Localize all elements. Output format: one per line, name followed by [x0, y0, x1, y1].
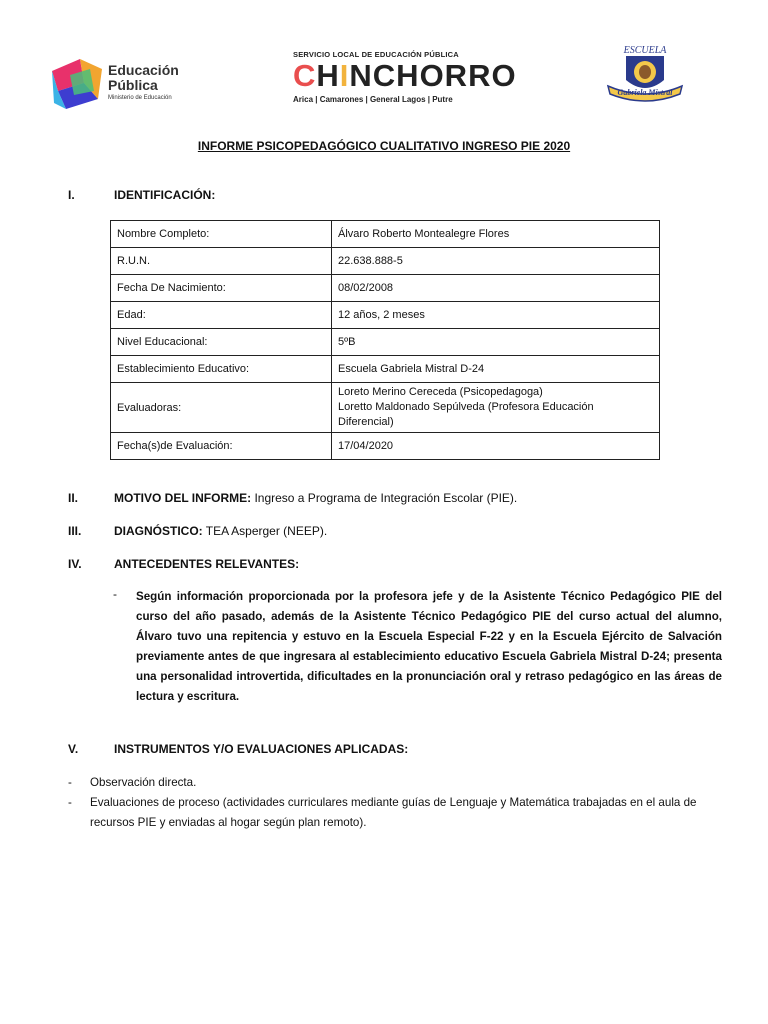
row-value: 5ºB [332, 329, 660, 356]
bullet-dash: - [68, 776, 72, 789]
section-heading: MOTIVO DEL INFORME: [114, 491, 252, 505]
table-row [111, 383, 660, 433]
list-item-text: Evaluaciones de proceso (actividades curriculares mediante guías de Lenguaje y Matemática trabajadas en el aula de recursos PIE y enviadas al hogar según plan remoto). [90, 796, 697, 829]
educacion-publica-logo [50, 55, 200, 113]
table-row [111, 302, 660, 329]
row-value: 17/04/2020 [332, 433, 660, 460]
instrumentos-list [68, 773, 718, 833]
section-text: Ingreso a Programa de Integración Escolar (PIE). [251, 491, 518, 505]
section-number: II. [68, 491, 79, 505]
ep-logo-line1: Educación [108, 62, 179, 78]
row-value: Álvaro Roberto Montealegre Flores [332, 221, 660, 248]
evaluator-line: Loretto Maldonado Sepúlveda (Profesora Educación [338, 401, 594, 413]
evaluator-line: Loreto Merino Cereceda (Psicopedagoga) [338, 386, 543, 398]
row-label: Fecha De Nacimiento: [111, 275, 332, 302]
section-number: I. [68, 188, 75, 202]
school-seal-band-text: Gabriela Mistral [617, 88, 673, 97]
chinchorro-communes: Arica | Camarones | General Lagos | Putre [293, 95, 453, 104]
row-label: Edad: [111, 302, 332, 329]
row-label: Fecha(s)de Evaluación: [111, 433, 332, 460]
row-value [332, 383, 660, 433]
evaluator-line: Diferencial) [338, 416, 394, 428]
identification-table [110, 220, 660, 460]
section-number: IV. [68, 557, 82, 571]
section-heading: IDENTIFICACIÓN: [114, 188, 216, 202]
table-row [111, 221, 660, 248]
section-heading: INSTRUMENTOS Y/O EVALUACIONES APLICADAS: [114, 742, 409, 756]
chinchorro-letter-c: C [293, 58, 317, 93]
row-value: 12 años, 2 meses [332, 302, 660, 329]
table-row [111, 433, 660, 460]
table-row [111, 356, 660, 383]
row-label: Nombre Completo: [111, 221, 332, 248]
bullet-dash: - [68, 796, 72, 809]
row-value: 08/02/2008 [332, 275, 660, 302]
row-label: Evaluadoras: [111, 383, 332, 433]
row-value: 22.638.888-5 [332, 248, 660, 275]
table-row [111, 248, 660, 275]
section-text: TEA Asperger (NEEP). [202, 524, 328, 538]
school-seal-top-text: ESCUELA [623, 45, 667, 56]
antecedentes-paragraph: Según información proporcionada por la profesora jefe y de la Asistente Técnico Pedagógico PIE del curso del año pasado, además de la Asistente Técnico Pedagógico PIE del curso actual del alumno, Álvaro tuvo una repitencia y estuvo en la Escuela Especial F-22 y en la Escuela Ejército de Salvación previamente antes de que ingresara al establecimiento educativo Escuela Gabriela Mistral D-24; presenta una personalidad introvertida, dificultades en la pronunciación oral y retraso pedagógico en las áreas de lectura y escritura. [136, 590, 722, 703]
row-label: R.U.N. [111, 248, 332, 275]
chinchorro-letter-h: H [316, 58, 340, 93]
chinchorro-rest: NCHORRO [349, 58, 517, 93]
chinchorro-logo [293, 50, 533, 110]
educacion-publica-emblem-icon [50, 55, 106, 113]
chinchorro-top-text: SERVICIO LOCAL DE EDUCACIÓN PÚBLICA [293, 50, 459, 59]
ep-logo-line3: Ministerio de Educación [108, 95, 172, 101]
chinchorro-letter-i: I [339, 58, 350, 93]
document-title: INFORME PSICOPEDAGÓGICO CUALITATIVO INGRESO PIE 2020 [197, 139, 571, 153]
row-label: Establecimiento Educativo: [111, 356, 332, 383]
school-seal-icon [604, 42, 686, 104]
section-heading: DIAGNÓSTICO: [114, 524, 203, 538]
list-item-text: Observación directa. [90, 776, 197, 789]
section-line [114, 524, 327, 538]
list-item [68, 793, 718, 833]
table-row [111, 329, 660, 356]
section-line [114, 491, 517, 505]
chinchorro-name [293, 60, 533, 91]
row-label: Nivel Educacional: [111, 329, 332, 356]
bullet-dash: - [113, 587, 117, 601]
section-number: III. [68, 524, 82, 538]
section-number: V. [68, 742, 79, 756]
ep-logo-line2: Pública [108, 77, 158, 93]
section-heading: ANTECEDENTES RELEVANTES: [114, 557, 300, 571]
school-seal-logo [604, 42, 686, 104]
table-row [111, 275, 660, 302]
row-value: Escuela Gabriela Mistral D-24 [332, 356, 660, 383]
list-item [68, 773, 718, 793]
